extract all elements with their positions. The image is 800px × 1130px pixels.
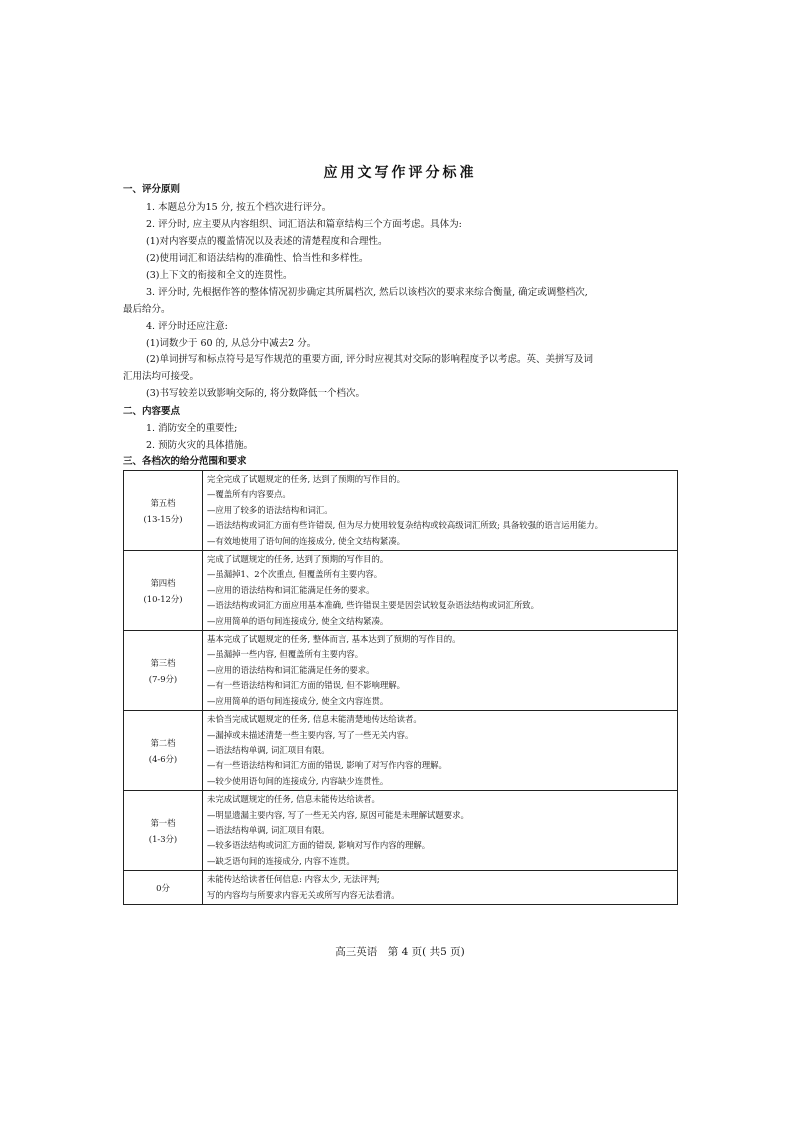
grade-row [124, 711, 678, 791]
principle-line: 4. 评分时还应注意: [146, 321, 228, 332]
grade-name: 0分 [156, 882, 170, 893]
principle-line: 2. 评分时, 应主要从内容组织、词汇语法和篇章结构三个方面考虑。具体为: [146, 219, 462, 230]
grade-name: 第五档 [150, 497, 176, 508]
grade-score-range: (7-9分) [148, 673, 178, 684]
grade-requirement-line: 基本完成了试题规定的任务, 整体而言, 基本达到了预期的写作目的。 [207, 634, 461, 645]
grade-name: 第四档 [150, 577, 176, 588]
grade-requirement-line: —漏掉或未描述清楚一些主要内容, 写了一些无关内容。 [207, 729, 414, 740]
grade-requirement-line: —应用的语法结构和词汇能满足任务的要求。 [207, 584, 375, 595]
grade-level-cell [124, 791, 203, 871]
grade-row [124, 871, 678, 905]
grade-requirement-line: 完全完成了试题规定的任务, 达到了预期的写作目的。 [207, 474, 405, 484]
principle-line: (1)词数少于 60 的, 从总分中减去2 分。 [146, 338, 317, 349]
grade-requirement-line: —较少使用语句间的连接成分, 内容缺少连贯性。 [207, 775, 389, 786]
principle-line: (3)上下文的衔接和全文的连贯性。 [146, 270, 293, 281]
content-point: 2. 预防火灾的具体措施。 [146, 440, 254, 451]
grade-description-cell [203, 551, 678, 631]
grade-row [124, 791, 678, 871]
grade-name: 第一档 [150, 817, 176, 828]
grade-description-cell [203, 791, 678, 871]
principle-line: 最后给分。 [123, 304, 171, 315]
grade-description-cell [203, 471, 678, 551]
grade-requirement-line: —虽漏掉一些内容, 但覆盖所有主要内容。 [207, 649, 364, 660]
grade-requirement-line: —语法结构单调, 词汇项目有限。 [207, 744, 330, 755]
principle-line: 汇用法均可接受。 [123, 371, 200, 382]
page-title: 应用文写作评分标准 [323, 165, 477, 181]
grade-requirement-line: 完成了试题规定的任务, 达到了预期的写作目的。 [207, 554, 389, 565]
grade-requirement-line: —覆盖所有内容要点。 [207, 489, 291, 500]
page-footer: 高三英语 第 4 页( 共5 页) [335, 946, 465, 958]
grade-row [124, 631, 678, 711]
principle-line: 3. 评分时, 先根据作答的整体情况初步确定其所属档次, 然后以该档次的要求来综合衡量, 确定或调整档次, [146, 287, 588, 298]
grade-description-cell [203, 711, 678, 791]
section-heading-grades: 三、各档次的给分范围和要求 [123, 456, 247, 467]
grade-requirement-line: —应用简单的语句间连接成分, 使全文内容连贯。 [207, 695, 389, 706]
grade-requirement-line: —应用简单的语句间连接成分, 使全文结构紧凑。 [207, 615, 389, 626]
grade-score-range: (4-6分) [148, 753, 178, 764]
grade-level-cell [124, 871, 203, 905]
grade-requirement-line: —语法结构或词汇方面应用基本准确, 些许错误主要是因尝试较复杂语法结构或词汇所致。 [207, 600, 539, 611]
grade-requirement-line: —有一些语法结构和词汇方面的错误, 但不影响理解。 [207, 680, 405, 691]
grade-row [124, 471, 678, 551]
grade-score-range: (13-15分) [143, 513, 183, 524]
grade-score-range: (10-12分) [143, 593, 183, 604]
grade-requirement-line: —有效地使用了语句间的连接成分, 使全文结构紧凑。 [207, 535, 405, 546]
principle-line: 1. 本题总分为15 分, 按五个档次进行评分。 [146, 202, 332, 213]
grade-description-cell [203, 631, 678, 711]
section-heading-principles: 一、评分原则 [123, 184, 181, 195]
grade-requirement-line: —虽漏掉1、2个次重点, 但覆盖所有主要内容。 [207, 569, 383, 580]
content-point: 1. 消防安全的重要性; [146, 423, 238, 434]
grade-level-cell [124, 631, 203, 711]
grade-score-range: (1-3分) [148, 833, 178, 844]
grade-requirement-line: —应用了较多的语法结构和词汇。 [207, 504, 333, 515]
grade-level-cell [124, 711, 203, 791]
grade-requirement-line: —较多语法结构或词汇方面的错误, 影响对写作内容的理解。 [207, 840, 431, 851]
grade-name: 第二档 [150, 737, 176, 748]
grade-requirement-line: 写的内容均与所要求内容无关或所写内容无法看清。 [207, 889, 400, 900]
grade-level-cell [124, 551, 203, 631]
grade-requirement-line: —应用的语法结构和词汇能满足任务的要求。 [207, 664, 375, 675]
grade-requirement-line: —语法结构单调, 词汇项目有限。 [207, 824, 330, 835]
principle-line: (2)单词拼写和标点符号是写作规范的重要方面, 评分时应视其对交际的影响程度予以考虑。英、美拼写及词 [146, 354, 593, 365]
principle-line: (2)使用词汇和语法结构的准确性、恰当性和多样性。 [146, 253, 369, 264]
grade-name: 第三档 [150, 657, 176, 668]
grade-requirement-line: —明显遗漏主要内容, 写了一些无关内容, 原因可能是未理解试题要求。 [207, 809, 469, 820]
grade-requirement-line: —缺乏语句间的连接成分, 内容不连贯。 [207, 855, 355, 866]
grade-row [124, 551, 678, 631]
principle-line: (1)对内容要点的覆盖情况以及表述的清楚程度和合理性。 [146, 236, 388, 247]
principle-line: (3)书写较差以致影响交际的, 将分数降低一个档次。 [146, 388, 365, 399]
grade-requirement-line: —有一些语法结构和词汇方面的错误, 影响了对写作内容的理解。 [207, 760, 447, 771]
grade-description-cell [203, 871, 678, 905]
grade-requirement-line: —语法结构或词汇方面有些许错误, 但为尽力使用较复杂结构或较高级词汇所致; 具备较强的语言运用能力。 [207, 520, 604, 531]
grade-requirement-line: 未恰当完成试题规定的任务, 信息未能清楚地传达给读者。 [207, 714, 422, 725]
grade-requirement-line: 未完成试题规定的任务, 信息未能传达给读者。 [207, 794, 380, 805]
grade-requirement-line: 未能传达给读者任何信息: 内容太少, 无法评判; [207, 874, 380, 885]
grade-level-cell [124, 471, 203, 551]
section-heading-content: 二、内容要点 [123, 406, 181, 417]
grading-table [123, 470, 678, 905]
